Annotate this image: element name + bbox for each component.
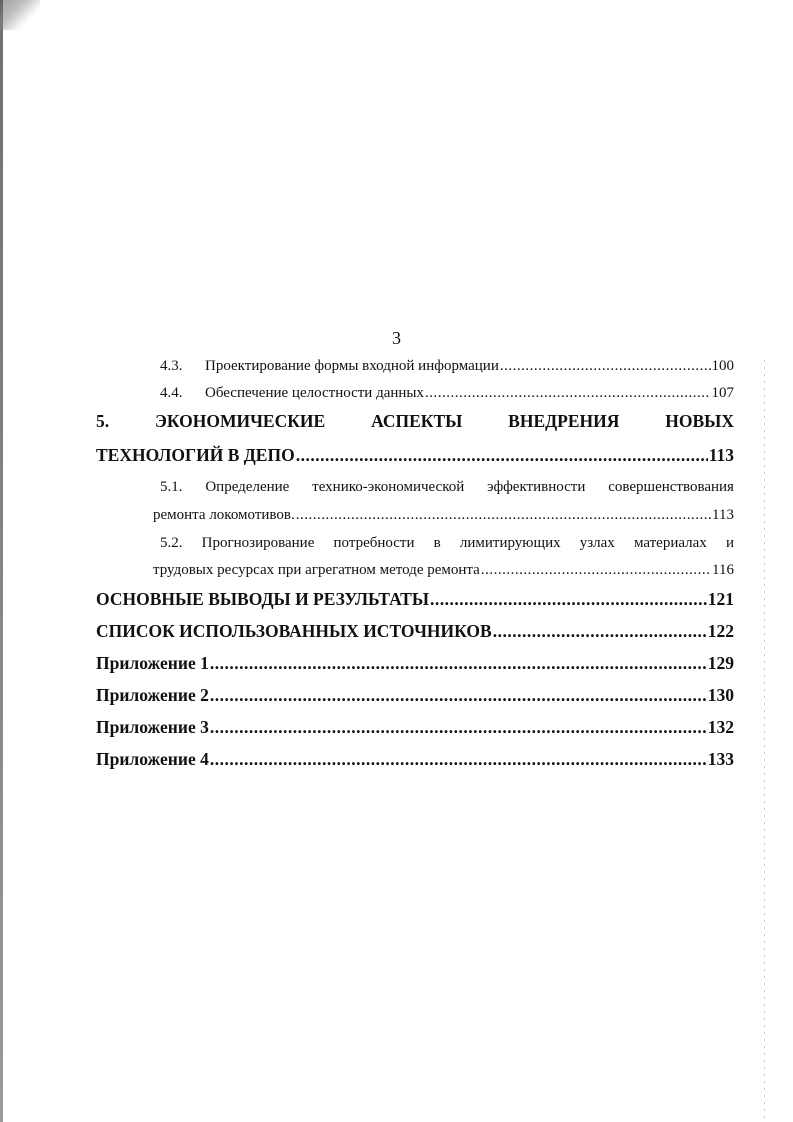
toc-entry-title: трудовых ресурсах при агрегатном методе ремонта [153, 562, 480, 578]
dot-leader [296, 505, 711, 525]
toc-entry-word: потребности [333, 535, 415, 551]
toc-entry-word: узлах [579, 535, 615, 551]
toc-entry-word: эффективности [487, 479, 586, 495]
dot-leader [425, 383, 710, 403]
toc-entry-title: ремонта локомотивов. [153, 507, 295, 523]
toc-entry-number: 4.3. [160, 358, 183, 374]
toc-entry-page: 113 [712, 507, 734, 523]
toc-entry-title: СПИСОК ИСПОЛЬЗОВАННЫХ ИСТОЧНИКОВ [96, 621, 492, 641]
toc-entry-appendix-2[interactable] [96, 684, 734, 706]
dot-leader [210, 748, 707, 770]
toc-entry-page: 122 [707, 621, 734, 641]
toc-entry-appendix-1[interactable] [96, 652, 734, 674]
toc-entry-page: 100 [711, 358, 734, 374]
dot-leader [210, 684, 707, 706]
toc-entry-appendix-3[interactable] [96, 716, 734, 738]
toc-entry-title: Приложение 4 [96, 749, 209, 769]
toc-entry-5-1-line-2[interactable] [153, 505, 734, 525]
toc-chapter-word: АСПЕКТЫ [371, 411, 463, 431]
toc-entry-number: 4.4. [160, 385, 183, 401]
toc-entry-word: и [725, 535, 734, 551]
toc-entry-number: 5.1. [160, 479, 183, 495]
toc-chapter-number: 5. [96, 411, 110, 431]
toc-entry-word: Прогнозирование [201, 535, 315, 551]
toc-entry-page: 116 [712, 562, 734, 578]
scan-corner-shadow [0, 0, 40, 30]
dot-leader [296, 444, 708, 466]
toc-entry-4-4[interactable] [160, 383, 734, 403]
toc-entry-4-3[interactable] [160, 356, 734, 376]
toc-entry-word: в [433, 535, 441, 551]
toc-entry-title: ОСНОВНЫЕ ВЫВОДЫ И РЕЗУЛЬТАТЫ [96, 589, 430, 609]
toc-entry-sources[interactable] [96, 620, 734, 642]
toc-entry-title: Приложение 2 [96, 685, 209, 705]
dot-leader [210, 652, 707, 674]
toc-chapter-page: 113 [708, 445, 734, 465]
toc-entry-page: 130 [707, 685, 734, 705]
toc-chapter-word: ВНЕДРЕНИЯ [508, 411, 620, 431]
toc-entry-number: 5.2. [160, 535, 183, 551]
dot-leader [500, 356, 711, 376]
dot-leader [481, 560, 711, 580]
toc-chapter-title: ТЕХНОЛОГИЙ В ДЕПО [96, 445, 295, 465]
toc-entry-page: 129 [707, 653, 734, 673]
toc-entry-page: 133 [707, 749, 734, 769]
toc-entry-word: материалах [633, 535, 707, 551]
toc-chapter-word: НОВЫХ [665, 411, 734, 431]
toc-entry-5-2-line-1[interactable] [160, 533, 734, 553]
toc-entry-page: 132 [707, 717, 734, 737]
toc-entry-title: Приложение 3 [96, 717, 209, 737]
page-number: 3 [392, 328, 401, 348]
scan-edge-left [0, 0, 3, 1122]
toc-entry-word: лимитирующих [459, 535, 561, 551]
dot-leader [493, 620, 707, 642]
toc-entry-5-1-line-1[interactable] [160, 477, 734, 497]
toc-entry-appendix-4[interactable] [96, 748, 734, 770]
toc-entry-title: Проектирование формы входной информации [205, 358, 499, 374]
toc-entry-title: Обеспечение целостности данных [205, 385, 425, 401]
toc-entry-page: 121 [707, 589, 734, 609]
scan-edge-right [764, 360, 765, 1120]
toc-chapter-5-line-2[interactable] [96, 444, 734, 466]
toc-entry-word: технико-экономической [312, 479, 465, 495]
toc-entry-page: 107 [711, 385, 734, 401]
toc-chapter-word: ЭКОНОМИЧЕСКИЕ [154, 411, 326, 431]
toc-entry-conclusions[interactable] [96, 588, 734, 610]
toc-entry-5-2-line-2[interactable] [153, 560, 734, 580]
toc-entry-title: Приложение 1 [96, 653, 209, 673]
dot-leader [210, 716, 707, 738]
toc-chapter-5-line-1[interactable] [96, 410, 734, 432]
toc-entry-word: Определение [205, 479, 290, 495]
dot-leader [430, 588, 707, 610]
toc-entry-word: совершенствования [608, 479, 734, 495]
